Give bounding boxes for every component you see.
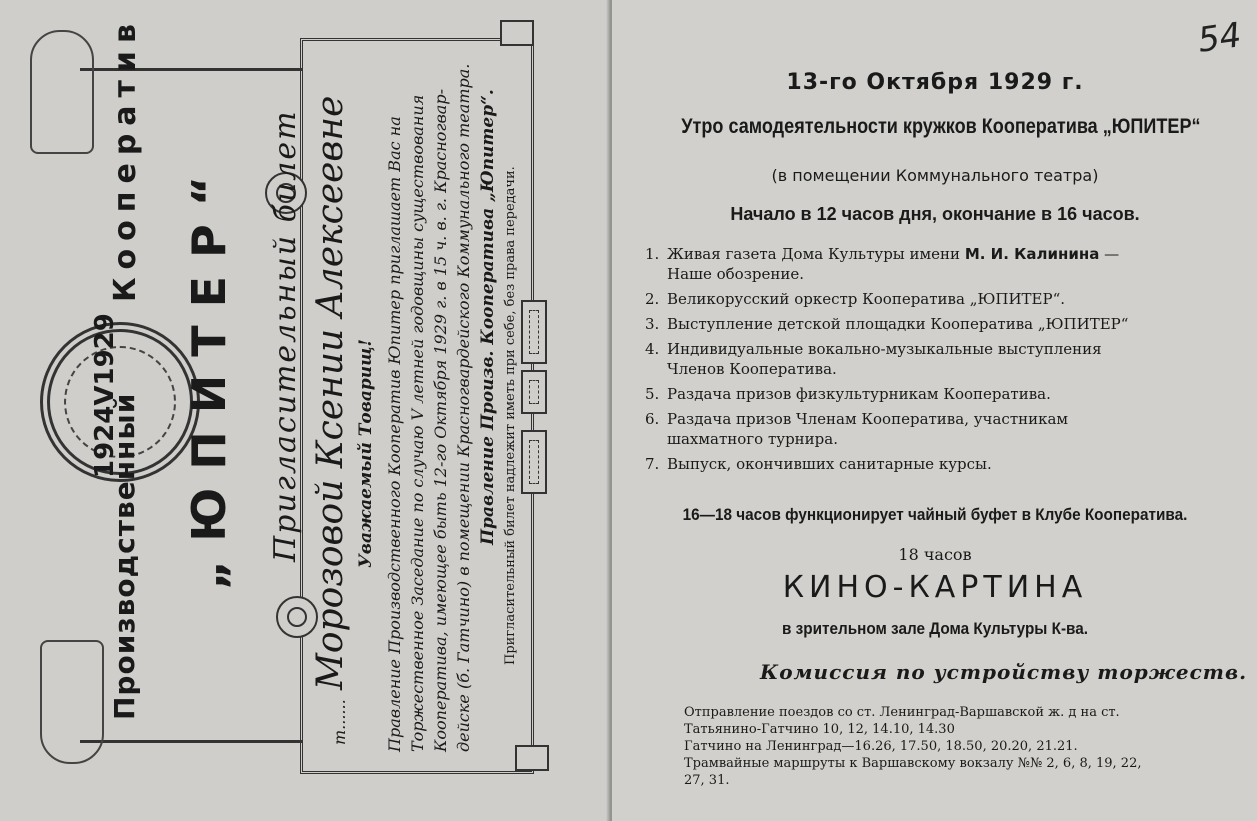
- salutation: Уважаемый Товарищ!: [356, 339, 376, 568]
- train-schedule: [644, 704, 1164, 789]
- left-page: [0, 0, 611, 821]
- ticket-coop-word: Кооператив: [108, 16, 143, 302]
- commission-signature: Комиссия по устройству торжеств.: [760, 660, 1248, 684]
- invite-body-line-1: Правление Производственного Кооператив Юпитер приглашает Вас на: [385, 116, 404, 752]
- side-ornament-lower: [521, 430, 547, 494]
- invite-body-line-4: дейске (б. Гатчино) в помещении Красногвардейского Коммунального театра.: [454, 63, 473, 752]
- film-time: 18 часов: [898, 545, 972, 564]
- invite-heading: Пригласительный билет: [268, 109, 303, 562]
- invite-body-line-2: Торжественное Заседание по случаю V летней годовщины существования: [408, 94, 427, 752]
- ticket-footnote: Пригласительный билет надлежит иметь при себе, без права передачи.: [503, 166, 518, 665]
- list-item: 4. Индивидуальные вокально-музыкальные выступления Членов Кооператива.: [645, 340, 1102, 378]
- guest-prefix: т......: [330, 699, 349, 745]
- signature: Правление Произв. Кооператива „Юпитер“.: [478, 89, 498, 545]
- side-ornament-upper: [521, 300, 547, 364]
- page-number: 54: [1195, 15, 1244, 61]
- film-heading: КИНО-КАРТИНА: [782, 570, 1088, 605]
- program-time: Начало в 12 часов дня, окончание в 16 часов.: [730, 204, 1140, 224]
- list-item: 5. Раздача призов физкультурникам Кооператива.: [645, 385, 1051, 403]
- program-venue: (в помещении Коммунального театра): [771, 166, 1099, 185]
- film-hall: в зрительном зале Дома Культуры К-ва.: [781, 619, 1089, 638]
- list-item: 6. Раздача призов Членам Кооператива, участникам шахматного турнира.: [645, 410, 1069, 448]
- program-date: 13-го Октября 1929 г.: [786, 70, 1084, 95]
- list-item: 2. Великорусский оркестр Кооператива „ЮПИТЕР“.: [645, 290, 1066, 308]
- side-ornament-middle: [521, 370, 547, 414]
- ticket-years: 1924V1929: [90, 313, 120, 478]
- corner-ornament-top: [500, 20, 534, 46]
- program-event-title: Утро самодеятельности кружков Кооператива „ЮПИТЕР“: [681, 115, 1201, 138]
- buffet-note: 16—18 часов функционирует чайный буфет в Клубе Кооператива.: [682, 505, 1188, 524]
- ribbon-ornament-top: [30, 30, 94, 154]
- guest-name: Морозовой Ксении Алексеевне: [310, 95, 351, 690]
- ticket-name: „ЮПИТЕР“: [182, 158, 236, 590]
- list-item: 1. Живая газета Дома Культуры имени М. И. Калинина — Наше обозрение.: [645, 245, 1120, 283]
- invite-body-line-3: Кооператива, имеющее быть 12-го Октября 1929 г. в 15 ч. в. г. Красногвар-: [431, 89, 450, 752]
- bottom-rule: [80, 740, 302, 743]
- corner-ornament-bottom: [515, 745, 549, 771]
- ticket-title-line: Производственный: [108, 392, 141, 720]
- tram-routes: Трамвайные маршруты к Варшавскому вокзалу №№ 2, 6, 8, 19, 22, 27, 31.: [684, 756, 1142, 788]
- list-item: 7. Выпуск, окончивших санитарные курсы.: [645, 455, 992, 473]
- list-item: 3. Выступление детской площадки Кооператива „ЮПИТЕР“: [645, 315, 1129, 333]
- ribbon-ornament-bottom: [40, 640, 104, 764]
- train-schedule-line-2: Гатчино на Ленинград—16.26, 17.50, 18.50, 20.20, 21.21.: [684, 739, 1078, 754]
- program-list: [645, 244, 1160, 479]
- train-schedule-line-1: Отправление поездов со ст. Ленинград-Варшавской ж. д на ст. Татьянино-Гатчино 10, 12, 14.10, 14.30: [684, 705, 1120, 737]
